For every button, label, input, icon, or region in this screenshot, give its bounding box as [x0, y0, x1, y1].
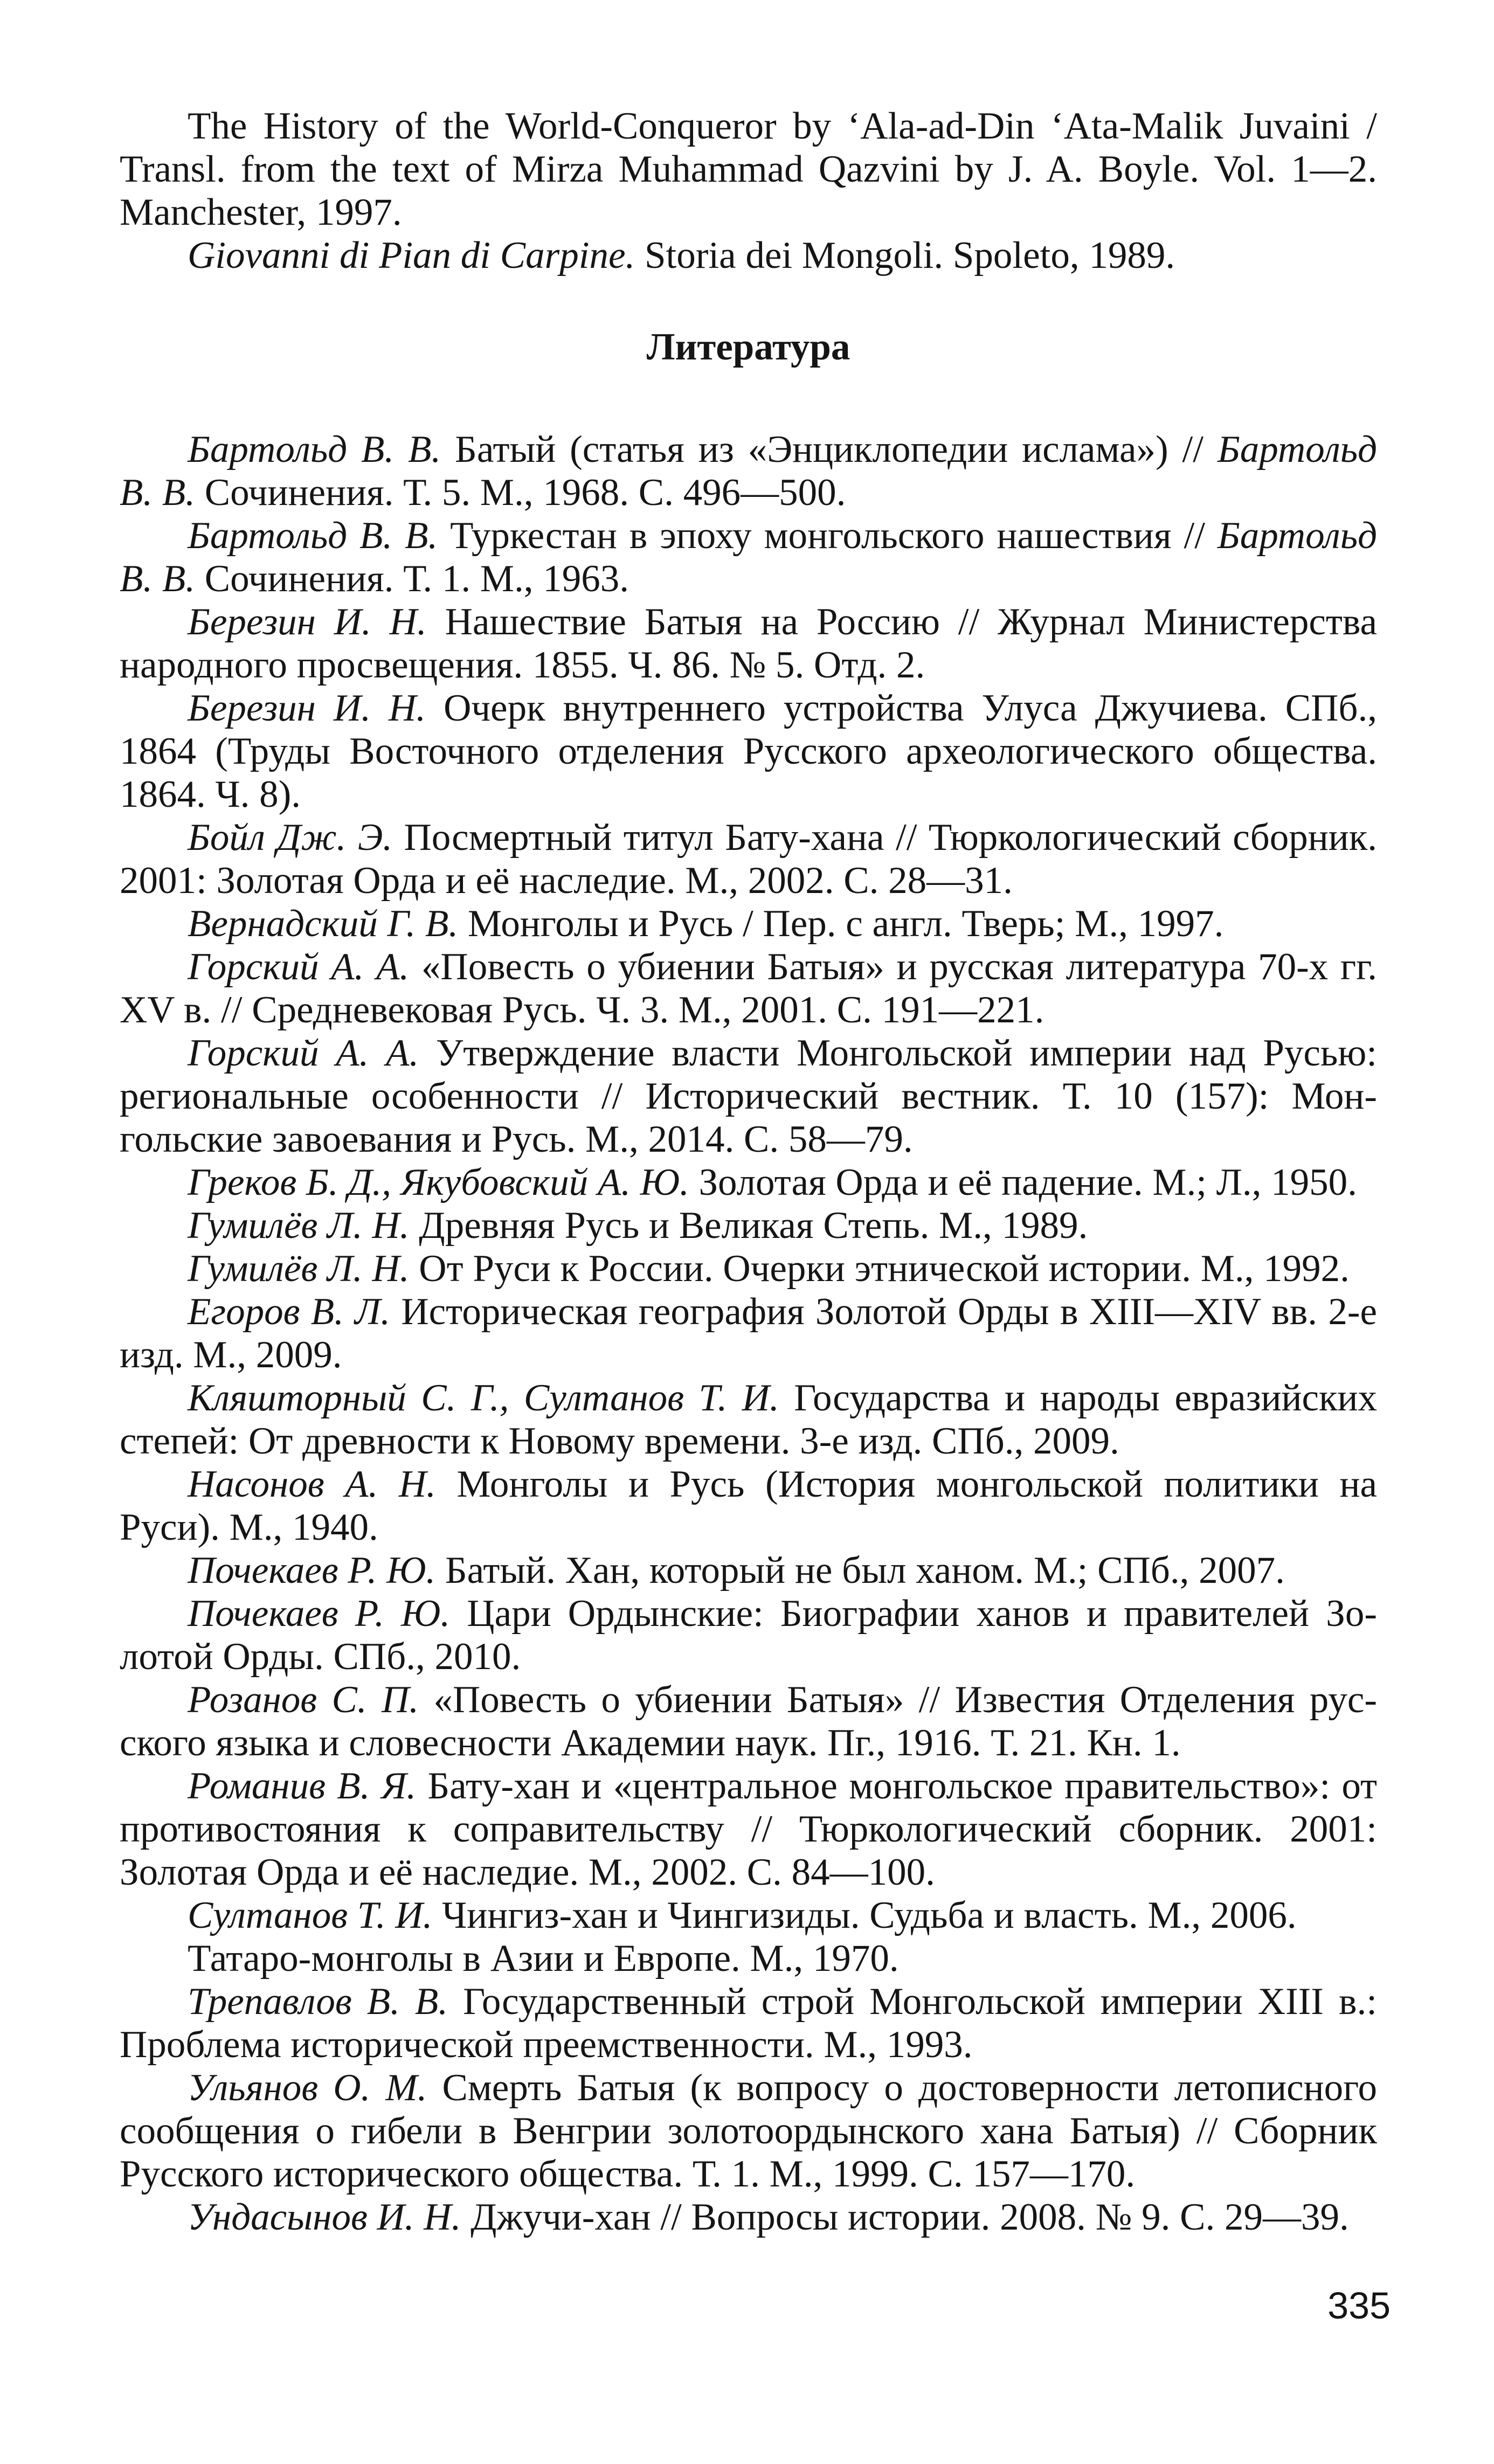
entry-publication: Сочинения. Т. 1. М., 1963. [204, 558, 630, 600]
entry-author: Почекаев Р. Ю. [188, 1549, 436, 1591]
entry-author: Горский А. А. [188, 1032, 419, 1074]
entry-author: Гумилёв Л. Н. [188, 1205, 410, 1247]
source-entry [120, 234, 1377, 277]
literature-entry [120, 1463, 1377, 1549]
entry-text: Государства и народы евразийских степей: От древности к Новому времени. 3-е изд. СПб., 2009. [120, 1377, 1377, 1462]
entry-author: Греков Б. Д., Якубовский А. Ю. [188, 1161, 689, 1203]
entry-author: Вернадский Г. В. [188, 903, 459, 945]
literature-entry [120, 1376, 1377, 1463]
entry-text: Очерк внутреннего устройства Улуса Джучиева. СПб., 1864 (Труды Восточного отделения Русского археологического общества. 1864. Ч. 8). [120, 687, 1377, 815]
entry-author: Кляшторный С. Г., Султанов Т. И. [188, 1377, 779, 1419]
literature-entry [120, 1894, 1377, 1937]
entry-text: Storia dei Mongoli. Spoleto, 1989. [645, 234, 1175, 276]
entry-text: Посмертный титул Бату-хана // Тюркологический сборник. 2001: Золотая Орда и её наследие. М., 2002. С. 28—31. [120, 816, 1378, 902]
literature-entry [120, 945, 1377, 1032]
literature-entry [120, 1290, 1377, 1376]
entry-text: Бату-хан и «центральное монгольское правительство»: от противостояния к соправительству // Тюркологический сборник. 2001: Золотая Орда и её наследие. М., 2002. С. 84—100. [120, 1765, 1378, 1893]
entry-text: Золотая Орда и её падение. М.; Л., 1950. [698, 1161, 1357, 1203]
entry-text: Историческая география Золотой Орды в XIII—XIV вв. 2-е изд. М., 2009. [120, 1291, 1378, 1376]
literature-entry [120, 1549, 1377, 1592]
entry-publication: Сочинения. Т. 5. М., 1968. С. 496—500. [204, 472, 846, 514]
entry-author: Giovanni di Pian di Carpine. [188, 234, 635, 276]
literature-entry [120, 1592, 1377, 1678]
entry-author: Бартольд В. В. [188, 428, 441, 470]
entry-author: Почекаев Р. Ю. [188, 1593, 451, 1635]
literature-entry [120, 902, 1377, 945]
entry-author: Трепавлов В. В. [188, 1981, 448, 2023]
section-heading-literature: Литература [646, 326, 850, 368]
entry-text: Монголы и Русь (История монгольской политики на Руси). М., 1940. [120, 1463, 1377, 1548]
literature-entry [120, 687, 1377, 816]
entry-author: Султанов Т. И. [188, 1894, 433, 1936]
entry-collected-author: Бартольд В. В. [120, 428, 1378, 514]
entry-text: Джучи-хан // Вопросы истории. 2008. № 9. С. 29—39. [471, 2196, 1349, 2238]
source-entry [120, 105, 1377, 234]
entry-text: Батый (статья из «Энциклопедии ислама») // [455, 428, 1204, 470]
entry-text: Смерть Батыя (к вопросу о достоверности летописного сообщения о гибели в Венгрии золотоордынского хана Батыя) // Сборник Русского исторического общества. Т. 1. М., 1999. С. 157—170. [120, 2067, 1377, 2195]
entry-text: Цари Ордынские: Биографии ханов и правителей Золотой Орды. СПб., 2010. [120, 1593, 1377, 1678]
literature-entry [120, 2196, 1377, 2239]
entry-collected-author: Бартольд В. В. [120, 515, 1377, 600]
literature-entry [120, 1678, 1377, 1764]
entry-author: Гумилёв Л. Н. [188, 1248, 410, 1290]
literature-entry [120, 1980, 1377, 2066]
literature-entry [120, 514, 1377, 600]
entry-author: Бартольд В. В. [188, 515, 438, 557]
entry-author: Егоров В. Л. [188, 1291, 390, 1333]
literature-entry [120, 2066, 1377, 2196]
entry-text: Чингиз-хан и Чингизиды. Судьба и власть. М., 2006. [442, 1894, 1297, 1936]
entry-text: Древняя Русь и Великая Степь. М., 1989. [419, 1205, 1088, 1247]
literature-entry [120, 1032, 1377, 1161]
literature-entry [120, 600, 1377, 687]
literature-entry [120, 1161, 1377, 1204]
entry-author: Бойл Дж. Э. [188, 816, 393, 859]
entry-author: Романив В. Я. [188, 1765, 417, 1807]
page-number: 335 [1327, 2285, 1391, 2327]
entry-text: Монголы и Русь / Пер. с англ. Тверь; М., 1997. [467, 903, 1224, 945]
bibliography-text [120, 105, 1377, 2239]
entry-author: Ульянов О. М. [188, 2067, 427, 2109]
entry-text: Батый. Хан, который не был ханом. М.; СПб., 2007. [445, 1549, 1285, 1591]
entry-text: Государственный строй Монгольской империи XIII в.: Проблема исторической преемственности. М., 1993. [120, 1981, 1377, 2066]
entry-text: Татаро-монголы в Азии и Европе. М., 1970. [188, 1937, 899, 1979]
entry-author: Розанов С. П. [188, 1679, 419, 1721]
entry-author: Горский А. А. [188, 946, 410, 988]
entry-author: Березин И. Н. [188, 601, 427, 643]
literature-entry [120, 428, 1377, 514]
source-list [120, 105, 1377, 277]
entry-text: От Руси к России. Очерки этнической истории. М., 1992. [419, 1248, 1350, 1290]
entry-author: Ундасынов И. Н. [188, 2196, 461, 2238]
entry-author: Березин И. Н. [188, 687, 426, 729]
entry-text: «Повесть о убиении Батыя» и русская литература 70-х гг. XV в. // Средневековая Русь. Ч. 3. М., 2001. С. 191—221. [120, 946, 1378, 1031]
entry-text: «Повесть о убиении Батыя» // Известия Отделения русского языка и словесности Академии наук. Пг., 1916. Т. 21. Кн. 1. [120, 1679, 1378, 1764]
literature-list [120, 428, 1377, 2239]
literature-entry [120, 1937, 1377, 1980]
entry-text: Утверждение власти Монгольской империи над Русью: региональные особенности // Исторический вестник. Т. 10 (157): Монгольские завоевания и Русь. М., 2014. С. 58—79. [120, 1032, 1377, 1160]
entry-author: Насонов А. Н. [188, 1463, 436, 1505]
literature-entry [120, 1247, 1377, 1290]
literature-entry [120, 1204, 1377, 1247]
entry-text: The History of the World-Conqueror by ‘Ala-ad-Din ‘Ata-Malik Juvaini / Transl. from the text of Mirza Muhammad Qazvini by J. A. Boyle. Vol. 1—2. Manchester, 1997. [120, 105, 1377, 233]
entry-text: Нашествие Батыя на Россию // Журнал Министерства народного просвещения. 1855. Ч. 86. № 5. Отд. 2. [120, 601, 1377, 686]
literature-entry [120, 816, 1377, 902]
entry-text: Туркестан в эпоху монгольского нашествия // [450, 515, 1205, 557]
literature-entry [120, 1764, 1377, 1894]
